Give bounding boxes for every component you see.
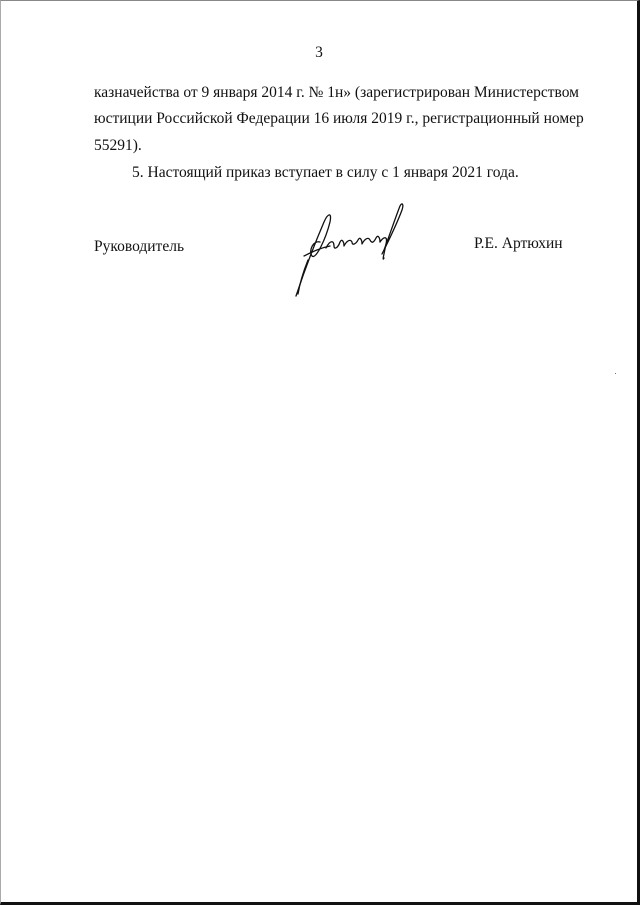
- paragraph-item-5: 5. Настоящий приказ вступает в силу с 1 января 2021 года.: [132, 164, 519, 181]
- handwritten-signature: [286, 198, 416, 303]
- paragraph-line-1: казначейства от 9 января 2014 г. № 1н» (зарегистрирован Министерством: [94, 84, 579, 101]
- signatory-role: Руководитель: [94, 238, 185, 255]
- signatory-name: Р.Е. Артюхин: [474, 235, 563, 252]
- paragraph-line-3: 55291).: [94, 137, 142, 154]
- scan-speck: [615, 373, 616, 374]
- page-number: 3: [315, 44, 323, 61]
- paragraph-line-2: юстиции Российской Федерации 16 июля 2019 г., регистрационный номер: [94, 110, 584, 127]
